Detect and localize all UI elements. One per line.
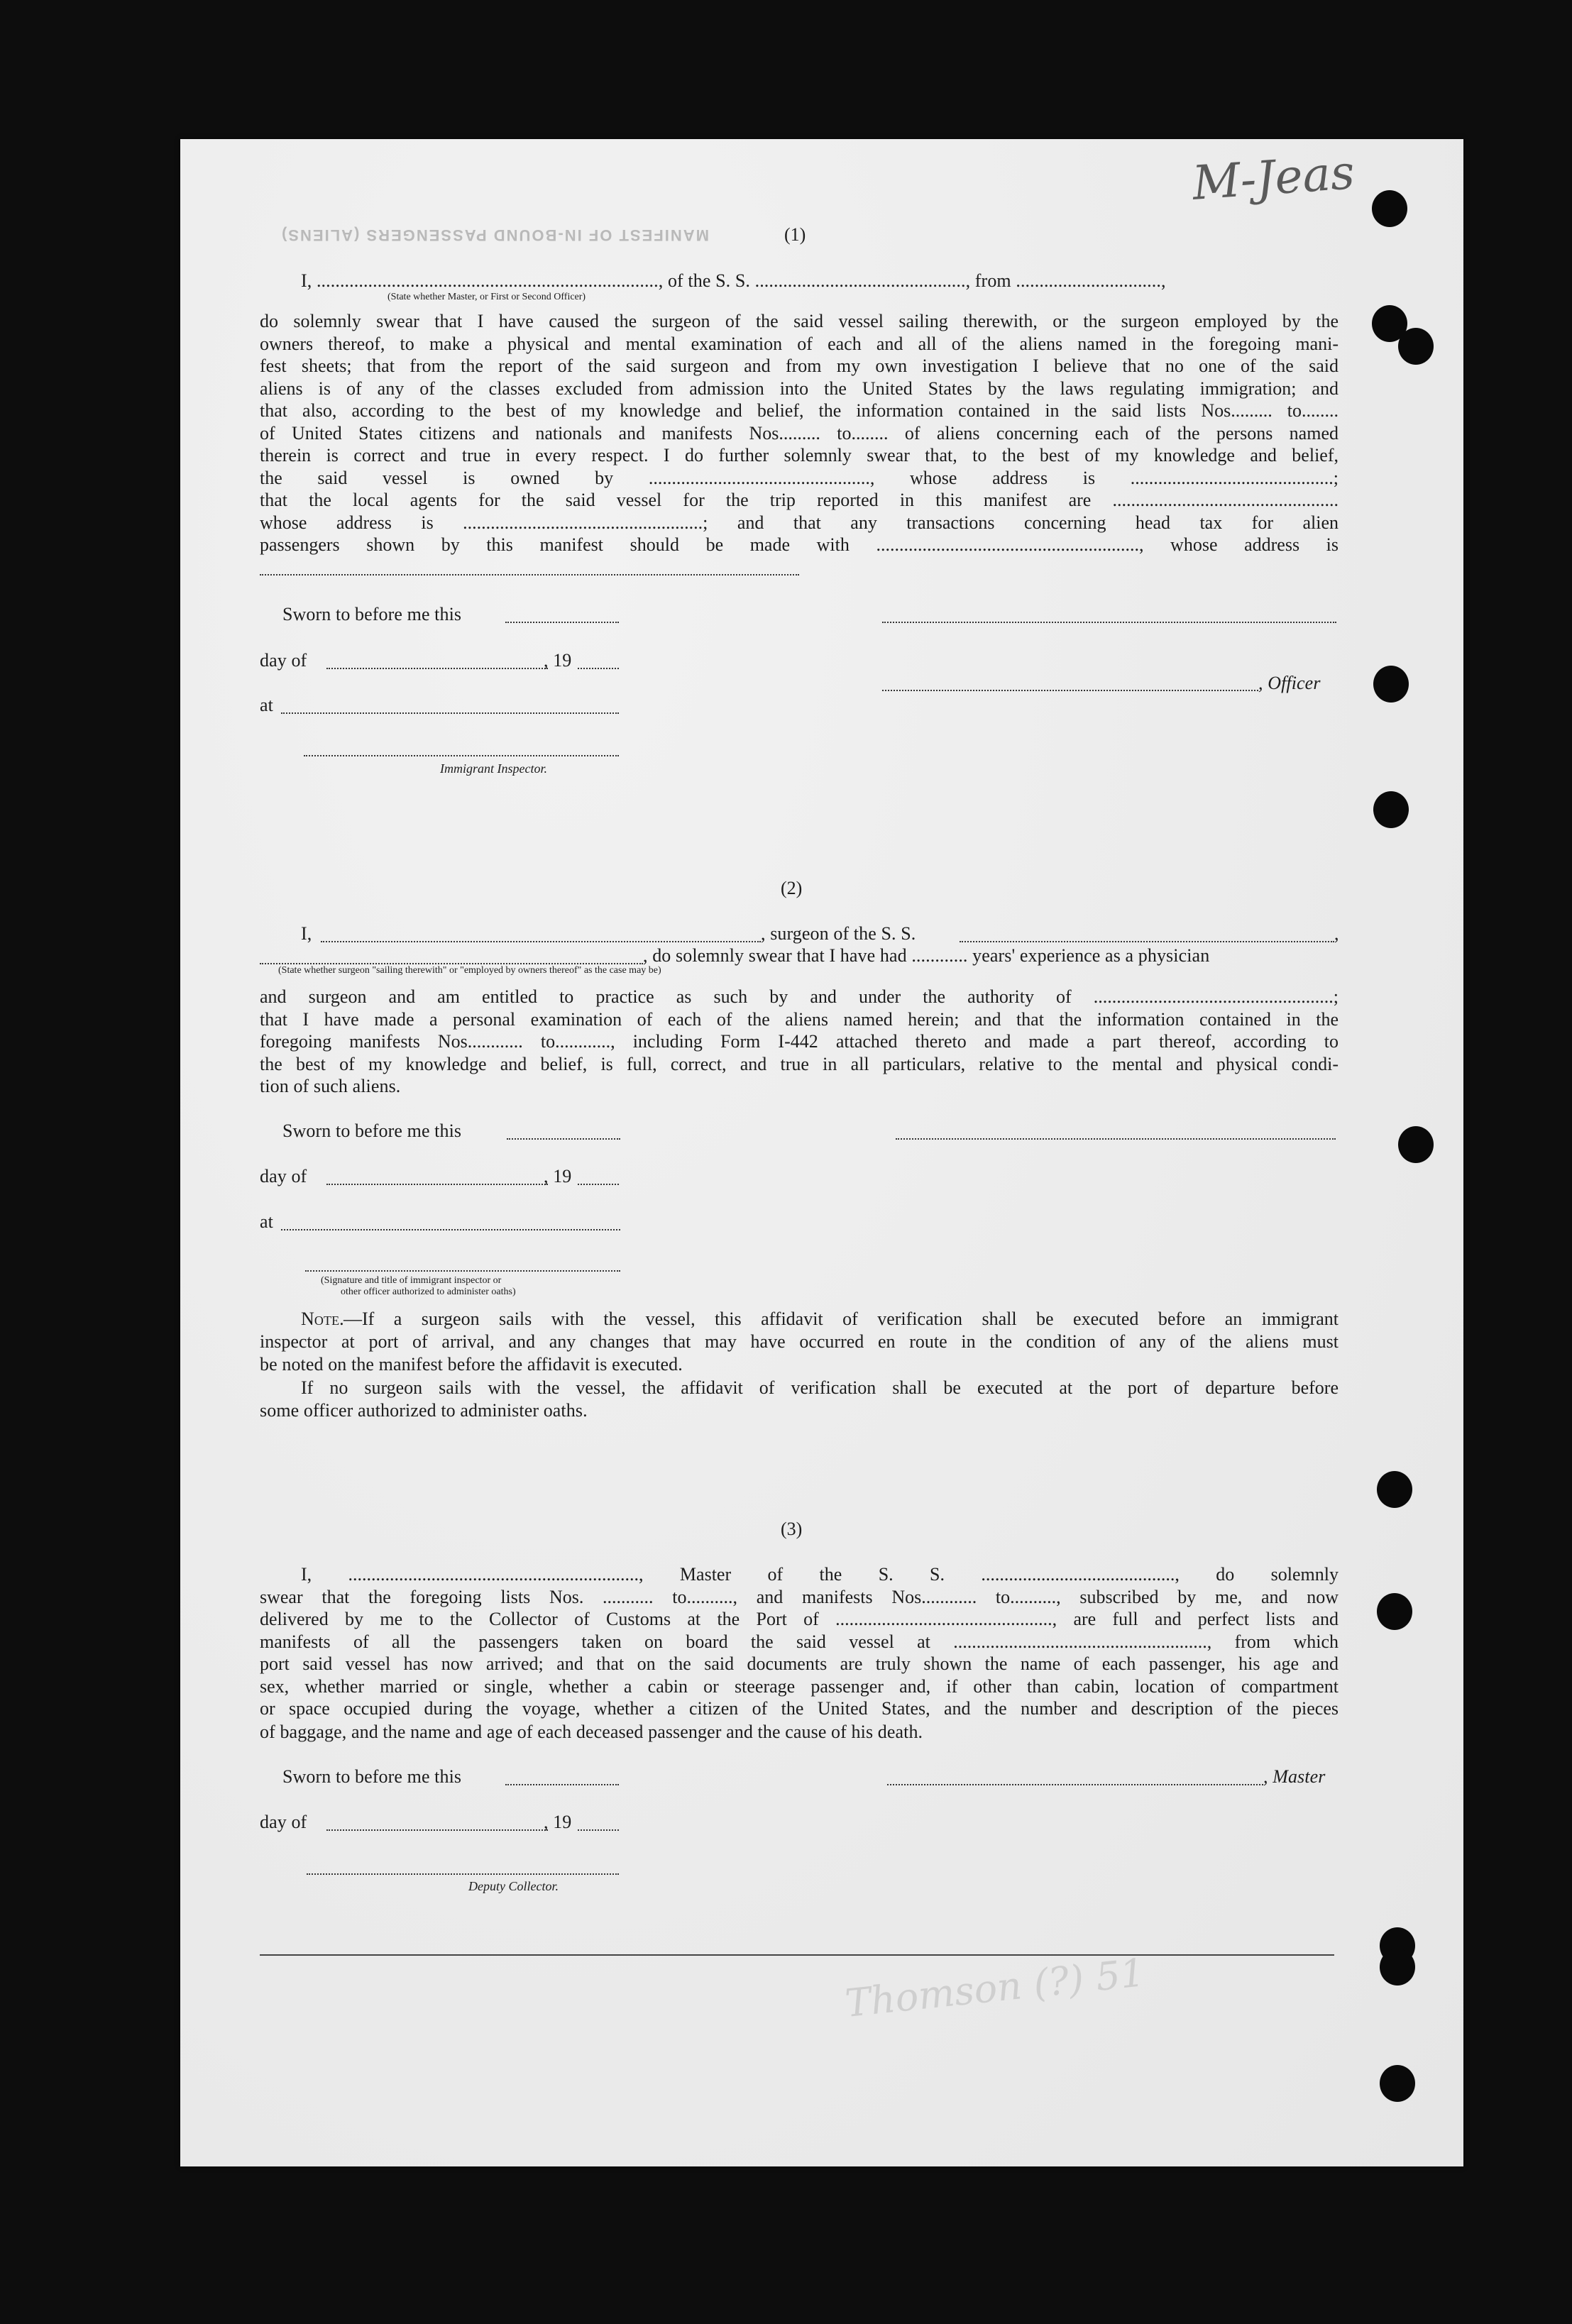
- deputy-collector-label: Deputy Collector.: [468, 1879, 559, 1893]
- oath-line: and surgeon and am entitled to practice as such by and under the authority of ....................................................;: [260, 986, 1339, 1007]
- note-line: inspector at port of arrival, and any changes that may have occurred en route in the condition of any of the aliens must: [260, 1331, 1339, 1352]
- oath-line: port said vessel has now arrived; and that on the said documents are truly shown the name of each passenger, his age and: [260, 1653, 1339, 1674]
- section-1-number: (1): [784, 224, 806, 245]
- deputy-signature-blank: [307, 1873, 619, 1875]
- handwritten-annotation: M-Jeas: [1190, 145, 1357, 211]
- oath-line: manifests of all the passengers taken on board the said vessel at ......................................................., from which: [260, 1631, 1339, 1652]
- at-label: at: [260, 695, 273, 715]
- address-blank-line: [260, 574, 799, 576]
- section-2-i: I,: [301, 923, 312, 944]
- officer-name-blank: [882, 690, 1258, 691]
- surgeon-of-label: , surgeon of the S. S.: [761, 923, 916, 944]
- punch-hole: [1373, 791, 1409, 828]
- oath-line: swear that the foregoing lists Nos. ........... to.........., and manifests Nos............ to.........., subscribed by me, and now: [260, 1586, 1339, 1607]
- oath-line: I, ..............................................................., Master of the S. S. .........................................., do solemnly: [301, 1564, 1339, 1585]
- section-2-experience-line: , do solemnly swear that I have had ............ years' experience as a physician: [643, 945, 1210, 966]
- sworn-label: Sworn to before me this: [282, 1766, 462, 1787]
- signature-note-line-2: other officer authorized to administer oaths): [341, 1287, 516, 1297]
- year-label: , 19: [544, 650, 572, 671]
- day-of-blank: [326, 1184, 548, 1185]
- signature-note-line-1: (Signature and title of immigrant inspector or: [321, 1275, 502, 1286]
- sworn-date-blank: [507, 1138, 620, 1140]
- year-label: , 19: [544, 1812, 572, 1832]
- officer-signature-blank: [882, 622, 1336, 623]
- year-blank: [578, 1184, 619, 1185]
- year-blank: [578, 1829, 619, 1831]
- surgeon-signature-blank: [896, 1138, 1336, 1140]
- oath-line: delivered by me to the Collector of Customs at the Port of ..............................................., are full and perfect lists and: [260, 1609, 1339, 1629]
- oath-last-line: tion of such aliens.: [260, 1076, 401, 1096]
- oath-line: owners thereof, to make a physical and mental examination of each and all of the aliens named in the foregoing mani-: [260, 333, 1339, 354]
- punch-hole: [1372, 190, 1407, 227]
- oath-line: therein is correct and true in every respect. I do further solemnly swear that, to the best of my knowledge and belief,: [260, 445, 1339, 466]
- day-of-blank: [326, 668, 548, 669]
- oath-line: passengers shown by this manifest should be made with ........................................................., whose address is: [260, 534, 1339, 555]
- oath-line: fest sheets; that from the report of the said surgeon and from my own investigation I believe that no one of the said: [260, 356, 1339, 376]
- section-3-oath-text: [260, 1563, 1339, 1720]
- note-line: If no surgeon sails with the vessel, the affidavit of verification shall be executed at the port of departure before: [301, 1377, 1339, 1398]
- oath-line: sex, whether married or single, whether a cabin or steerage passenger and, if other than cabin, location of compartment: [260, 1675, 1339, 1697]
- punch-hole: [1398, 1126, 1434, 1163]
- oath-line: do solemnly swear that I have caused the surgeon of the said vessel sailing therewith, or the surgeon employed by the: [260, 311, 1339, 331]
- section-1-oath-text: [260, 310, 1339, 556]
- vessel-name-blank: [960, 941, 1334, 942]
- immigrant-inspector-label: Immigrant Inspector.: [440, 761, 547, 776]
- surgeon-name-blank: [321, 941, 761, 942]
- master-label: , Master: [1263, 1766, 1326, 1787]
- punch-hole: [1377, 1471, 1412, 1508]
- handwritten-annotation: Thomson (?) 51: [842, 1950, 1147, 2026]
- section-3-number: (3): [781, 1519, 803, 1539]
- day-of-blank: [326, 1829, 548, 1831]
- oath-line: that I have made a personal examination of each of the aliens named herein; and that the information contained in the: [260, 1008, 1339, 1030]
- oath-line: the said vessel is owned by ................................................, whose address is ............................................;: [260, 467, 1339, 488]
- at-blank: [281, 1229, 620, 1230]
- officer-label: , Officer: [1258, 673, 1321, 693]
- punch-hole: [1373, 666, 1409, 703]
- bleed-through-text: MANIFEST OF IN-BOUND PASSENGERS (ALIENS): [280, 226, 709, 244]
- note-last-line: be noted on the manifest before the affidavit is executed.: [260, 1354, 683, 1375]
- oath-line: whose address is ....................................................; and that any transactions concerning head tax for alien: [260, 512, 1339, 533]
- year-label: , 19: [544, 1166, 572, 1186]
- year-blank: [578, 668, 619, 669]
- punch-hole: [1398, 328, 1434, 365]
- oath-line: the best of my knowledge and belief, is full, correct, and true in all particulars, relative to the mental and physical condi-: [260, 1053, 1339, 1074]
- note-text: [260, 1308, 1339, 1353]
- note-title: Note.: [301, 1309, 344, 1329]
- master-signature-blank: [887, 1784, 1263, 1785]
- section-2-oath-text: [260, 986, 1339, 1075]
- punch-hole: [1380, 2065, 1415, 2102]
- punch-hole: [1377, 1593, 1412, 1630]
- oath-last-line: of baggage, and the name and age of each deceased passenger and the cause of his death.: [260, 1722, 923, 1742]
- day-of-label: day of: [260, 650, 307, 671]
- oath-line: foregoing manifests Nos............ to............, including Form I-442 attached thereto and made a part thereof, according to: [260, 1031, 1339, 1052]
- note-2-text: [260, 1377, 1339, 1399]
- day-of-label: day of: [260, 1166, 307, 1186]
- comma: ,: [1334, 923, 1339, 944]
- oath-line: that the local agents for the said vessel for the trip reported in this manifest are .................................................: [260, 490, 1339, 510]
- at-label: at: [260, 1211, 273, 1232]
- surgeon-type-blank: [260, 963, 643, 964]
- sworn-label: Sworn to before me this: [282, 604, 462, 624]
- administering-officer-blank: [305, 1270, 620, 1272]
- section-2-number: (2): [781, 878, 803, 898]
- oath-line: of United States citizens and nationals and manifests Nos......... to........ of aliens concerning each of the persons named: [260, 422, 1339, 444]
- section-1-officer-note: (State whether Master, or First or Second Officer): [387, 292, 586, 302]
- punch-hole: [1380, 1949, 1415, 1986]
- oath-line: or space occupied during the voyage, whether a citizen of the United States, and the number and description of the pieces: [260, 1698, 1339, 1719]
- surgeon-type-note: (State whether surgeon "sailing therewith" or "employed by owners thereof" as the case may be): [278, 965, 661, 976]
- sworn-date-blank: [505, 1784, 619, 1785]
- note-line: —If a surgeon sails with the vessel, this affidavit of verification shall be executed before an immigrant: [343, 1309, 1339, 1329]
- sworn-label: Sworn to before me this: [282, 1120, 462, 1141]
- inspector-signature-blank: [304, 755, 619, 756]
- bottom-rule: [260, 1954, 1334, 1956]
- day-of-label: day of: [260, 1812, 307, 1832]
- note-2-last-line: some officer authorized to administer oaths.: [260, 1400, 588, 1421]
- oath-line: aliens is of any of the classes excluded from admission into the United States by the laws regulating immigration; and: [260, 378, 1339, 399]
- sworn-date-blank: [505, 622, 619, 623]
- at-blank: [281, 712, 619, 714]
- section-1-oath-opening: I, ........................................................................., of the S. S. ............................................., from ...............................,: [301, 270, 1166, 291]
- oath-line: that also, according to the best of my knowledge and belief, the information contained in the said lists Nos......... to........: [260, 400, 1339, 421]
